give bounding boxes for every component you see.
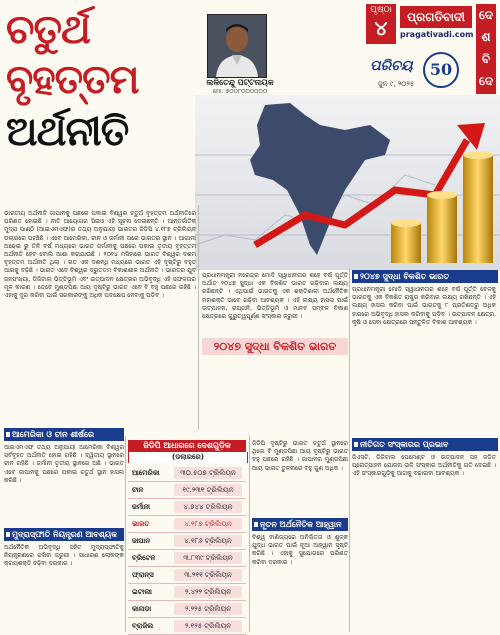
- section-header-global: ଆମେରିକା ଓ ଚୀନ ଶୀର୍ଷରେ: [4, 428, 124, 441]
- gdp-value: ୨.୧୨୫ ଟ୍ରିଲିୟନ: [174, 620, 242, 632]
- gdp-country: ବ୍ରାଜିଲ: [132, 622, 154, 630]
- sub-headline: ୨୦୪୭ ସୁଦ୍ଧା ବିକଶିତ ଭାରତ: [202, 338, 348, 355]
- gdp-table-row: [128, 550, 246, 567]
- section-header-challenge: ନୂତନ ଅର୍ଥନୈତିକ ଆହ୍ୱାନ: [252, 518, 348, 531]
- section-text-inflation: ଅର୍ଥନୈତିକ ଅଭିବୃଦ୍ଧି ସହିତ ମୁଦ୍ରାସ୍ଫୀତିକୁ ନିୟନ୍ତ୍ରଣରେ ରଖିବା ଜରୁରୀ । ସାଧାରଣ ଲୋକଙ୍କ କ୍ରୟଶକ୍ତି ବଢ଼ିବା ଦରକାର ।: [4, 544, 124, 568]
- gdp-table-row: [128, 601, 246, 618]
- section-header-vision: ୨୦୪୭ ସୁଦ୍ଧା ବିକଶିତ ଭାରତ: [352, 270, 498, 283]
- section-text-global: ଆଇଏମଏଫ ତଥ୍ୟ ଅନୁଯାୟୀ ଆମେରିକା ବିଶ୍ୱର ସର୍ବବୃହତ ଅର୍ଥନୀତି ହୋଇ ରହିଛି । ଦ୍ୱିତୀୟ ସ୍ଥାନରେ ଚୀନ ରହିଛି । ଜର୍ମାନୀ ତୃତୀୟ ସ୍ଥାନରେ ଅଛି । ଭାରତ ଏବେ ଜାପାନକୁ ପଛରେ ପକାଇ ଚତୁର୍ଥ ସ୍ଥାନ ହାସଲ କରିଛି ।: [4, 444, 124, 484]
- section-letter: ଶ: [481, 30, 491, 44]
- gdp-table-row: [128, 567, 246, 584]
- headline-line-2: ବୃହତ୍ତମ: [6, 56, 139, 103]
- gdp-value: ୩୦.୫୦୭ ଟ୍ରିଲିୟନ: [174, 467, 242, 479]
- page-badge: [366, 4, 396, 44]
- section-text-percapita: ଜିଡିପି ଦୃଷ୍ଟିରୁ ଭାରତ ଚତୁର୍ଥ ସ୍ଥାନରେ ଥିଲେ ବି ମୁଣ୍ଡପିଛା ଆୟ ଦୃଷ୍ଟିରୁ ଭାରତ ବହୁ ପଛରେ ରହିଛି । ଜାପାନର ମୁଣ୍ଡପିଛା ଆୟ ଭାରତ ତୁଳନାରେ ବହୁ ଗୁଣ ଅଧିକ ।: [252, 440, 348, 472]
- gdp-table-row: [128, 516, 246, 533]
- column-divider: [249, 436, 250, 632]
- gdp-value: ୪.୧୮୬ ଟ୍ରିଲିୟନ: [174, 535, 242, 547]
- gdp-table-row: [128, 618, 246, 635]
- section-letter: ଦେ: [478, 8, 494, 22]
- section-letter: ବି: [481, 52, 491, 66]
- gdp-country: ଆମେରିକା: [132, 469, 160, 477]
- center-text: ପ୍ରଧାନମନ୍ତ୍ରୀ ନରେନ୍ଦ୍ର ମୋଦି ସ୍ୱାଧୀନତାର ଶହେ ବର୍ଷ ପୂର୍ତ୍ତି ଅର୍ଥାତ ୨୦୪୭ ସୁଦ୍ଧା ଏକ ବିକଶିତ ଭାରତ ଗଢ଼ିବାର ଲକ୍ଷ୍ୟ ରଖିଛନ୍ତି । ଏଥିପାଇଁ ଭାରତକୁ ଏକ ଶକ୍ତିଶାଳୀ ଅର୍ଥନୈତିକ ମହାଶକ୍ତି ଭାବେ ଗଢ଼ିବା ଆବଶ୍ୟକ । ଏହି ଲକ୍ଷ୍ୟ ହାସଲ ପାଇଁ ଉତ୍ପାଦନ, ରପ୍ତାନି, ଭିତ୍ତିଭୂମି ଓ ମାନବ ସମ୍ବଳ ବିକାଶ କ୍ଷେତ୍ରରେ ଗୁରୁତ୍ୱପୂର୍ଣ୍ଣ ସଂସ୍କାର ଜରୁରୀ ।: [202, 272, 348, 321]
- gdp-value: ୨.୪୨୨ ଟ୍ରିଲିୟନ: [174, 586, 242, 598]
- gdp-table-title: ଜିଡିପି ଆଧାରରେ ଦେଶଗୁଡ଼ିକ: [128, 440, 246, 452]
- paper-name: ପ୍ରଗତିବାଦୀ: [400, 6, 472, 28]
- gdp-country: ଇଟାଲୀ: [132, 588, 152, 596]
- gdp-country: କାନାଡା: [132, 605, 152, 613]
- edition-logo: ପରିଚୟ: [370, 58, 413, 74]
- gdp-value: ୩.୨୧୧ ଟ୍ରିଲିୟନ: [174, 569, 242, 581]
- gdp-value: ୨.୨୨୫ ଟ୍ରିଲିୟନ: [174, 603, 242, 615]
- page-number: ୪: [374, 16, 388, 40]
- intro-text: ଭାରତୀୟ ଅର୍ଥନୀତି ଜାପାନକୁ ପଛରେ ପକାଇ ବିଶ୍ୱର ଚତୁର୍ଥ ବୃହତ୍ତମ ଅର୍ଥନୀତିରେ ପରିଣତ ହୋଇଛି । ନୀତି ଆୟୋଗର ସିଇଓ ଏହି ସୂଚନା ଦେଇଛନ୍ତି । ଆନ୍ତର୍ଜାତିକ ମୁଦ୍ରା ପାଣ୍ଠି (ଆଇଏମଏଫ)ର ତଥ୍ୟ ଅନୁଯାୟୀ ଭାରତର ଜିଡିପି ୪.୧୮୭ ଟ୍ରିଲିୟନ ଡଲାରରେ ପହଞ୍ଚିଛି । ଏବେ ଆମେରିକା, ଚୀନ ଓ ଜର୍ମାନୀ ପରେ ଭାରତର ସ୍ଥାନ । ଆଗାମୀ ଅଢେଇ ରୁ ତିନି ବର୍ଷ ମଧ୍ୟରେ ଭାରତ ଜର୍ମାନୀକୁ ପଛରେ ପକାଇ ତୃତୀୟ ବୃହତ୍ତମ ଅର୍ଥନୀତି ହେବ ବୋଲି ଆଶା କରାଯାଉଛି । ୨୦୧୪ ମସିହାରେ ଭାରତ ବିଶ୍ୱର ଦଶମ ବୃହତ୍ତମ ଅର୍ଥନୀତି ଥିଲା । ଗତ ଏକ ଦଶନ୍ଧି ମଧ୍ୟରେ ଭାରତ ଏହି ଦୃଷ୍ଟିରୁ ବହୁତ ଆଗକୁ ବଢ଼ିଛି । ଭାରତ ଏବେ ବିଶ୍ୱର ଦ୍ରୁତତମ ବିକାଶଶୀଳ ଅର୍ଥନୀତି । ଭାରତର ଯୁବ ଜନସଂଖ୍ୟା, ଡିଜିଟାଲ ଭିତ୍ତିଭୂମି ଏବଂ ଉତ୍ପାଦନ କ୍ଷେତ୍ରର ଅଭିବୃଦ୍ଧି ଏହି ସଫଳତାର ମୂଳ କାରଣ । ତେବେ ମୁଣ୍ଡପିଛା ଆୟ ଦୃଷ୍ଟିରୁ ଭାରତ ଏବେ ବି ବହୁ ପଛରେ ରହିଛି । ଏହାକୁ ଦୂର କରିବା ପାଇଁ ସରକାରଙ୍କୁ ଅଧିକ ପଦକ୍ଷେପ ନେବାକୁ ପଡ଼ିବ ।: [4, 210, 196, 300]
- section-header-inflation: ମୁଦ୍ରାସ୍ଫୀତି ନିୟନ୍ତ୍ରଣ ଆବଶ୍ୟକ: [4, 528, 124, 541]
- paper-website: pragativadi.com: [400, 30, 474, 39]
- gdp-value: ୪.୭୪୪ ଟ୍ରିଲିୟନ: [174, 501, 242, 513]
- gdp-table-row: [128, 499, 246, 516]
- author-phone: ମୋ: ୭୦୦୮୦୦୦୦୦୦: [212, 88, 268, 95]
- gdp-country: ଜାପାନ: [132, 537, 151, 545]
- section-text-challenge: ବିଶ୍ୱ ବାଣିଜ୍ୟରେ ଅନିଶ୍ଚିତତା ଓ ଶୁଳ୍କ ଯୁଦ୍ଧ ଭାରତ ପାଇଁ ନୂଆ ଆହ୍ୱାନ ସୃଷ୍ଟି କରିଛି । ଏହାକୁ ସୁଯୋଗରେ ପରିଣତ କରିବା ଦରକାର ।: [252, 534, 348, 566]
- author-name: ଲଳିତେନ୍ଦୁ ପଟ୍ଟନାୟକ: [206, 78, 274, 87]
- section-header-policy: ନୀତିଗତ ସଂସ୍କାରର ପ୍ରଭାବ: [352, 438, 498, 451]
- section-text-policy: ଜିଏସଟି, ଡିଜିଟାଲ ପେମେଣ୍ଟ ଓ ଉତ୍ପାଦନ ସହ ଜଡ଼ିତ ପ୍ରୋତ୍ସାହନ ଯୋଜନା ଭଳି ସଂସ୍କାର ଅର୍ଥନୀତିକୁ ଗତି ଦେଇଛି । ଏହି ସଂସ୍କାରଗୁଡ଼ିକୁ ଆଗକୁ ବଢ଼ାଇବା ଆବଶ୍ୟକ ।: [352, 454, 496, 478]
- anniversary-badge: 50: [423, 52, 459, 88]
- gdp-table-unit: (ଡଲାରରେ): [128, 452, 248, 463]
- column-divider: [198, 205, 199, 430]
- gdp-table-row: [128, 533, 246, 550]
- economy-graphic: [195, 95, 500, 270]
- headline-line-1: ଚତୁର୍ଥ: [6, 6, 90, 53]
- page-label: ପୃଷ୍ଠା: [370, 5, 392, 15]
- gdp-country: ଫ୍ରାନ୍ସ: [132, 571, 154, 579]
- column-divider: [125, 436, 126, 632]
- gdp-value: ୧୯.୨୩୧ ଟ୍ରିଲିୟନ: [174, 484, 242, 496]
- gdp-table-row: [128, 482, 246, 499]
- gdp-country: ଭାରତ: [132, 520, 150, 528]
- gdp-country: ଜର୍ମାନୀ: [132, 503, 151, 511]
- headline-line-3: ଅର୍ଥନୀତି: [6, 108, 129, 155]
- edition-date: ଜୁନ ୯, ୨୦୨୫: [378, 80, 415, 88]
- gdp-value: ୪.୧୮୭ ଟ୍ରିଲିୟନ: [174, 518, 242, 530]
- gdp-country: ଚୀନ: [132, 486, 144, 494]
- gdp-table-row: [128, 465, 246, 482]
- author-photo: [207, 14, 267, 78]
- section-text-vision: ପ୍ରଧାନମନ୍ତ୍ରୀ ମୋଦି ସ୍ୱାଧୀନତାର ଶହେ ବର୍ଷ ପୂର୍ତ୍ତି ବେଳକୁ ଭାରତକୁ ଏକ ବିକଶିତ ରାଷ୍ଟ୍ର କରିବାର ଲକ୍ଷ୍ୟ ରଖିଛନ୍ତି । ଏହି ଲକ୍ଷ୍ୟ ହାସଲ କରିବା ପାଇଁ ଭାରତକୁ ୮ ପ୍ରତିଶତରୁ ଅଧିକ ହାରରେ ଅଭିବୃଦ୍ଧି ହାସଲ କରିବାକୁ ପଡ଼ିବ । ଉତ୍ପାଦନ କ୍ଷେତ୍ର, କୃଷି ଓ ସେବା କ୍ଷେତ୍ରରେ ସନ୍ତୁଳିତ ବିକାଶ ଆବଶ୍ୟକ ।: [352, 286, 496, 326]
- section-strip: [476, 4, 496, 94]
- gdp-country: ବ୍ରିଟେନ: [132, 554, 156, 562]
- column-divider: [349, 268, 350, 632]
- section-letter: ଦେ: [478, 74, 494, 88]
- gdp-table-row: [128, 584, 246, 601]
- gdp-value: ୩.୮୩୯ ଟ୍ରିଲିୟନ: [174, 552, 242, 564]
